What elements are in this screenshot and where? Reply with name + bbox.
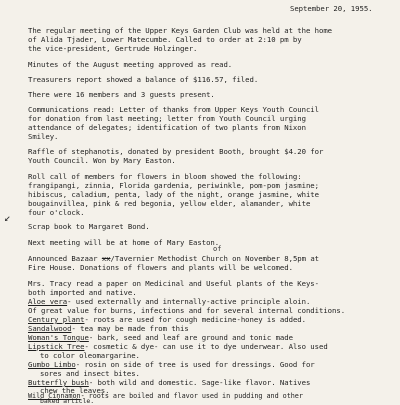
bazaar-pre: Announced Bazaar (28, 254, 102, 263)
plant-name: Butterfly bush (28, 378, 89, 387)
plant-name: Lipstick Tree (28, 342, 85, 351)
plant-entry (40, 351, 140, 360)
roll-call-line-5: four o'clock. (28, 208, 85, 217)
intro-line-2: of Alida Tjader, Lower Matecumbe. Called to order at 2:10 pm by (28, 35, 302, 44)
plant-entry (40, 398, 94, 404)
paper-line-1: Mrs. Tracy read a paper on Medicinal and Useful plants of the Keys- (28, 279, 319, 288)
plant-entry (28, 324, 189, 333)
plant-entry (28, 333, 293, 342)
plant-entry (28, 360, 315, 369)
intro-line-1: The regular meeting of the Upper Keys Garden Club was held at the home (28, 26, 333, 35)
intro-line-3: the vice-president, Gertrude Holzinger. (28, 44, 198, 53)
bazaar-struck: xx (101, 254, 111, 263)
plant-name: Sandalwood (28, 324, 72, 333)
bazaar-line-1 (28, 254, 319, 263)
minutes-approval: Minutes of the August meeting approved as read. (28, 60, 233, 69)
plant-name: Gumbo Limbo (28, 360, 76, 369)
plant-entry (28, 315, 306, 324)
bazaar-post: /Tavernier Methodist Church on November 8,5pm at (110, 254, 320, 263)
plant-text: - used externally and internally-active principle aloin. (67, 297, 311, 306)
plant-text: - cosmetic & dye- can use it to dye underwear. Also used (84, 342, 328, 351)
plant-text: - rosin on side of tree is used for dressings. Good for (75, 360, 315, 369)
plant-entry (28, 297, 310, 306)
plant-text: baked article. (40, 397, 95, 405)
communications-line-2: for donation from last meeting; letter from Youth Council urging (28, 114, 306, 123)
plant-name: Century plant (28, 315, 85, 324)
plant-entry (28, 342, 328, 351)
plant-name: Wild Cinnamon (28, 392, 81, 400)
roll-call-line-3: hibiscus, caladium, penta, lady of the night, orange jasmine, white (28, 190, 319, 199)
roll-call-line-2: frangipangi, zinnia, Florida gardenia, periwinkle, pom-pom jasmine; (28, 181, 319, 190)
communications-line-1: Communications read: Letter of thanks from Upper Keys Youth Council (28, 105, 319, 114)
raffle-line-1: Raffle of stephanotis, donated by president Booth, brought $4.20 for (28, 147, 324, 156)
paper-line-2: both imported and native. (28, 288, 137, 297)
plant-text: Of great value for burns, infections and for several internal conditions. (28, 306, 346, 315)
plant-entry (40, 369, 140, 378)
roll-call-line-4: bougainvillea, pink & red begonia, yellow elder, alamander, white (28, 199, 311, 208)
plant-name: Woman's Tongue (28, 333, 89, 342)
meeting-date: September 20, 1955. (290, 4, 373, 13)
plant-text: - tea may be made from this (71, 324, 189, 333)
treasurer-report: Treasurers report showed a balance of $116.57, filed. (28, 75, 259, 84)
inserted-word: of (213, 245, 222, 253)
raffle-line-2: Youth Council. Won by Mary Easton. (28, 156, 176, 165)
communications-line-4: Smiley. (28, 132, 59, 141)
plant-text: sores and insect bites. (40, 369, 140, 378)
next-meeting: Next meeting will be at home of Mary Easton. (28, 238, 220, 247)
communications-line-3: attendance of delegates; identification of two plants from Nixon (28, 123, 306, 132)
plant-text: chew the leaves. (40, 386, 110, 395)
attendance: There were 16 members and 3 guests present. (28, 90, 215, 99)
scrap-book: Scrap book to Margaret Bond. (28, 222, 150, 231)
plant-text: - roots are used for cough medicine-honey is added. (84, 315, 306, 324)
bazaar-line-2: Fire House. Donations of flowers and plants will be welcomed. (28, 263, 293, 272)
plant-entry (28, 306, 345, 315)
plant-text: - bark, seed and leaf are ground and tonic made (88, 333, 293, 342)
plant-text: - both wild and domestic. Sage-like flavor. Natives (88, 378, 311, 387)
margin-mark-icon: ↙ (4, 211, 11, 224)
plant-text: - roots are boiled and flavor used in pudding and other (80, 392, 303, 400)
plant-text: to color oleomargarine. (40, 351, 140, 360)
plant-name: Aloe vera (28, 297, 68, 306)
roll-call-line-1: Roll call of members for flowers in bloom showed the following: (28, 172, 302, 181)
